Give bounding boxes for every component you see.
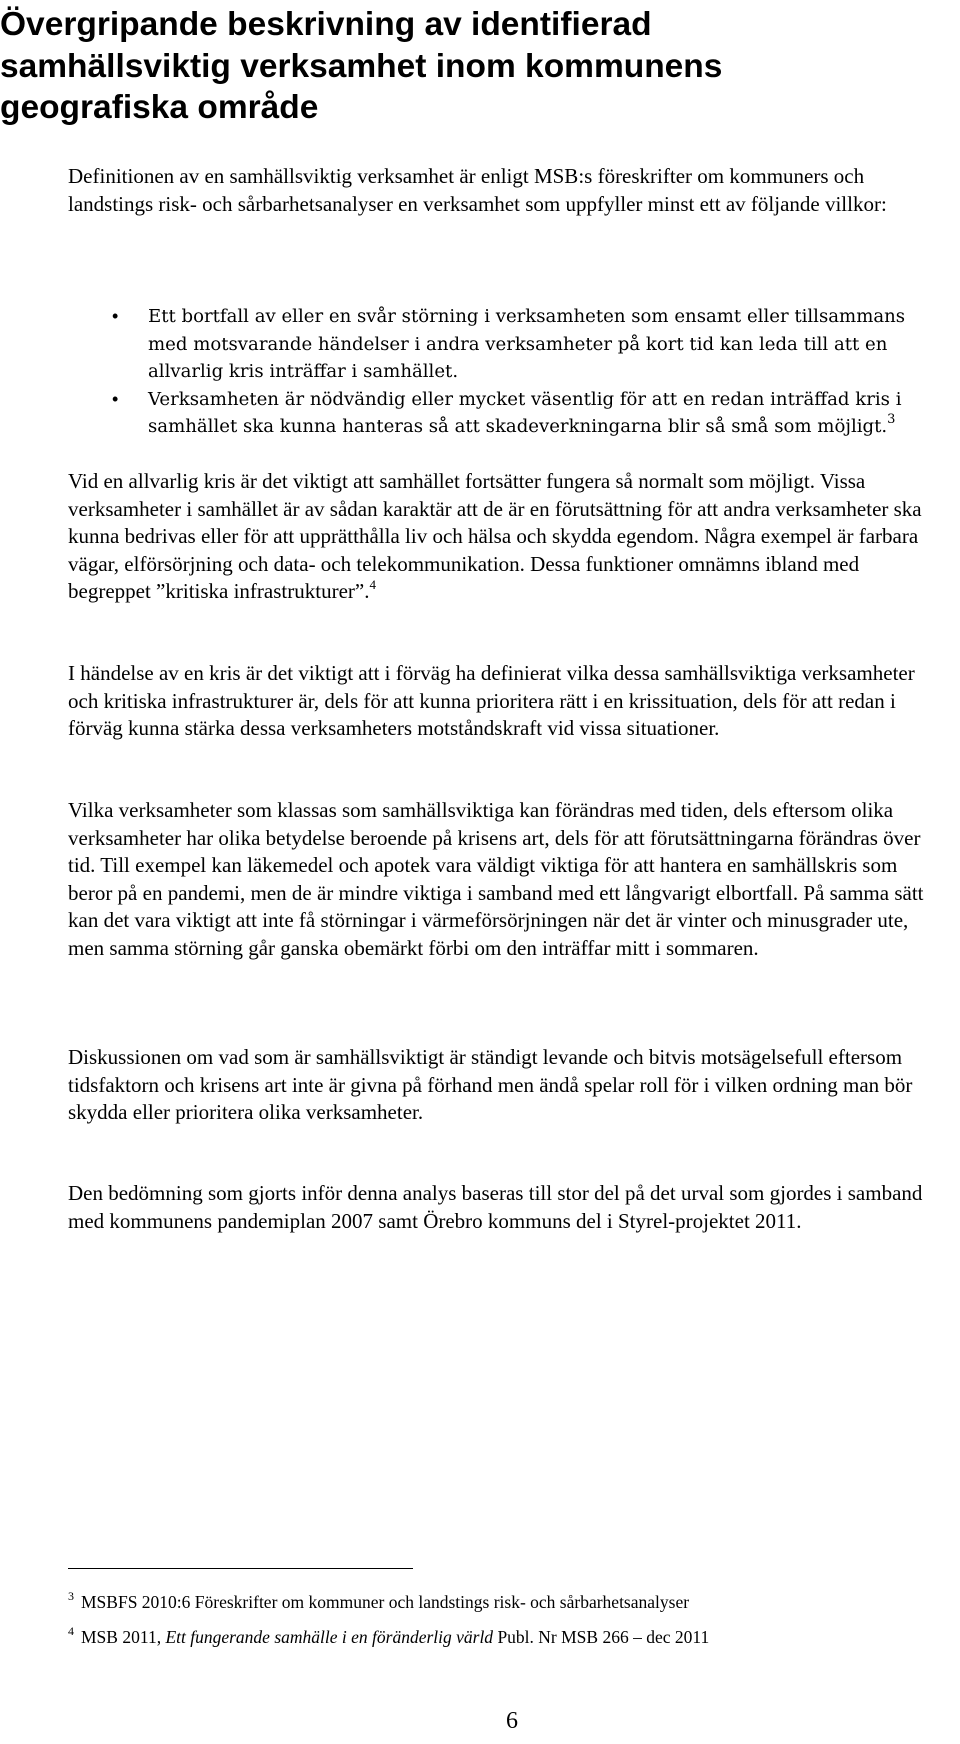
list-item-text: Ett bortfall av eller en svår störning i verksamheten som ensamt eller tillsammans med motsvarande händelser i andra verksamheter på kort tid kan leda till att en allvarlig kris inträffar i samhället. xyxy=(148,306,906,382)
title-line-1: Övergripande beskrivning av identifierad xyxy=(0,6,652,43)
page-title xyxy=(0,4,940,129)
paragraph-text: Vid en allvarlig kris är det viktigt att samhället fortsätter fungera så normalt som möjligt. Vissa verksamheter i samhället är av sådan karaktär att de är en förutsättning för att andra verksamheter ska kunna bedrivas eller för att upprätthålla liv och hälsa och skydda egendom. Några exempel är farbara vägar, elförsörjning och data- och telekommunikation. Dessa funktioner omnämns ibland med begreppet ”kritiska infrastrukturer”. xyxy=(68,469,922,603)
footnote-title: Ett fungerande samhälle i en föränderlig värld xyxy=(165,1627,494,1647)
bullet-icon: • xyxy=(112,388,119,409)
bullet-icon: • xyxy=(112,306,119,326)
paragraph xyxy=(68,468,940,606)
footnote xyxy=(68,1626,940,1648)
footnote-number: 3 xyxy=(68,1589,74,1603)
page-number: 6 xyxy=(506,1708,518,1734)
footnote-ref: 3 xyxy=(887,412,896,427)
footnote xyxy=(68,1591,940,1613)
paragraph: Den bedömning som gjorts inför denna analys baseras till stor del på det urval som gjordes i samband med kommunens pandemiplan 2007 samt Örebro kommuns del i Styrel-projektet 2011. xyxy=(68,1181,923,1233)
list-item xyxy=(68,386,940,441)
title-line-2: samhällsviktig verksamhet inom kommunens xyxy=(0,47,723,85)
footnote-number: 4 xyxy=(68,1624,74,1638)
intro-paragraph: Definitionen av en samhällsviktig verksamhet är enligt MSB:s föreskrifter om kommuners och landstings risk- och sårbarhetsanalyser en verksamhet som uppfyller minst ett av följande villkor: xyxy=(68,164,887,216)
paragraph: I händelse av en kris är det viktigt att i förväg ha definierat vilka dessa samhällsviktiga verksamheter och kritiska infrastrukturer är, dels för att kunna prioritera rätt i en krissituation, dels för att redan i förväg kunna stärka dessa verksamheters motståndskraft vid vissa situationer. xyxy=(68,661,915,740)
paragraph: Vilka verksamheter som klassas som samhällsviktiga kan förändras med tiden, dels eftersom olika verksamheter har olika betydelse beroende på krisens art, dels för att förutsättningarna förändras över tid. Till exempel kan läkemedel och apotek vara väldigt viktiga för att hantera en samhällskris som beror på en pandemi, men de är mindre viktiga i samband med ett långvarigt elbortfall. På samma sätt kan det vara viktigt att inte få störningar i värmeförsörjningen när det är vinter och minusgrader ute, men samma störning går ganska obemärkt förbi om den inträffar mitt i sommaren. xyxy=(68,798,924,960)
footnote-separator xyxy=(68,1568,413,1569)
footnote-text: MSBFS 2010:6 Föreskrifter om kommuner och landstings risk- och sårbarhetsanalyser xyxy=(81,1592,690,1612)
footnote-text: MSB 2011, xyxy=(81,1627,166,1647)
list-item-text: Verksamheten är nödvändig eller mycket väsentlig för att en redan inträffad kris i samhället ska kunna hanteras så att skadeverkningarna blir så små som möjligt. xyxy=(148,388,902,437)
footnote-text: Publ. Nr MSB 266 – dec 2011 xyxy=(493,1627,710,1647)
list-item xyxy=(68,303,940,386)
paragraph: Diskussionen om vad som är samhällsviktigt är ständigt levande och bitvis motsägelsefull eftersom tidsfaktorn och krisens art inte är givna på förhand men ändå spelar roll för i vilken ordning man bör skydda eller prioritera olika verksamheter. xyxy=(68,1045,913,1124)
footnote-ref: 4 xyxy=(369,577,376,592)
title-line-3: geografiska område xyxy=(0,89,319,126)
criteria-list xyxy=(68,303,940,441)
